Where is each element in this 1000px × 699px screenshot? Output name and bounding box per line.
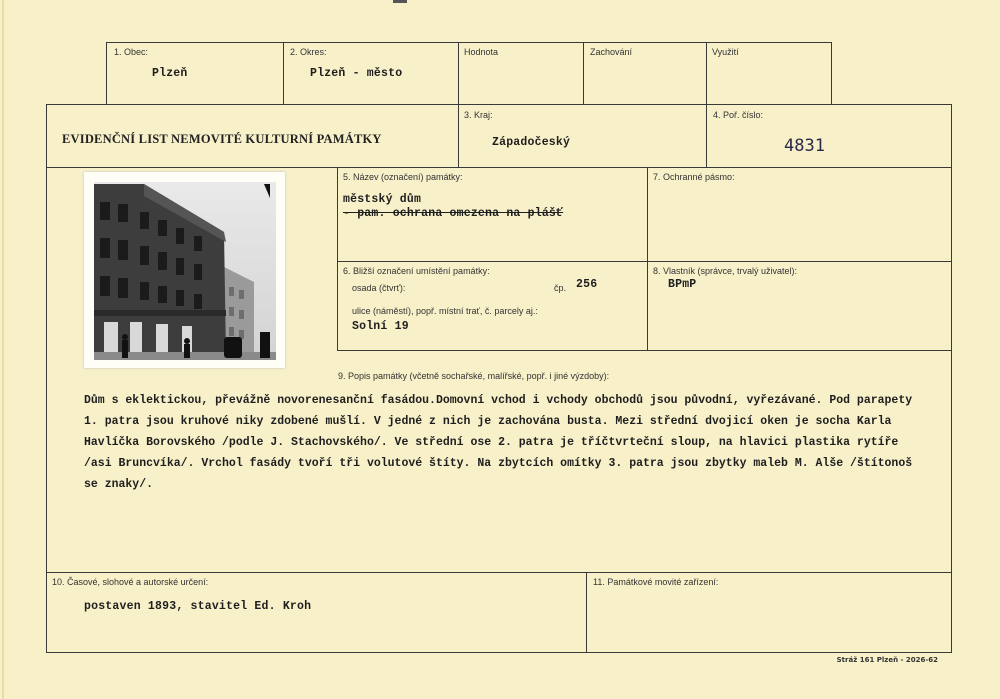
- por-cislo-label: 4. Poř. číslo:: [713, 110, 764, 120]
- popis-label: 9. Popis památky (včetně sochařské, malířské, popř. i jiné výzdoby):: [338, 371, 610, 381]
- top-mark: [393, 0, 407, 3]
- popis-line: Dům s eklektickou, převážně novorenesanční fasádou.Domovní vchod i vchody obchodů jsou původní, vyřezávané. Pod parapety: [84, 394, 913, 407]
- kraj-label: 3. Kraj:: [464, 110, 493, 120]
- building-photo: [84, 172, 285, 368]
- nazev-line2: - pam. ochrana omezena na plášť: [343, 207, 564, 220]
- urceni-label: 10. Časové, slohové a autorské určení:: [52, 577, 209, 587]
- popis-line: 1. patra jsou kruhové niky zdobené mušlí. V jedné z nich je zachována busta. Mezi střední dvojicí oken je socha Karla: [84, 415, 892, 428]
- card-edge: [2, 0, 4, 699]
- cp-value: 256: [576, 278, 598, 291]
- vlastnik-value: BPmP: [668, 278, 697, 291]
- okres-label: 2. Okres:: [290, 47, 327, 57]
- urceni-value: postaven 1893, stavitel Ed. Kroh: [84, 600, 312, 613]
- okres-value: Plzeň - město: [310, 67, 403, 80]
- hodnota-label: Hodnota: [464, 47, 499, 57]
- por-cislo-value: 4831: [784, 136, 825, 156]
- popis-line: Havlíčka Borovského /podle J. Stachovského/. Ve střední ose 2. patra je tříčtvrteční sloup, na hlavici plastika rytíře: [84, 436, 899, 449]
- obec-value: Plzeň: [152, 67, 188, 80]
- popis-line: se znaky/.: [84, 478, 154, 491]
- cp-label: čp.: [554, 283, 567, 293]
- nazev-label: 5. Název (označení) památky:: [343, 172, 463, 182]
- ulice-label: ulice (náměstí), popř. místní trať, č. parcely aj.:: [352, 306, 538, 316]
- kraj-value: Západočeský: [492, 136, 571, 149]
- building-photo-image: [84, 172, 285, 368]
- ochranne-pasmo-label: 7. Ochranné pásmo:: [653, 172, 735, 182]
- popis-text: [84, 390, 944, 495]
- movite-label: 11. Památkové movité zařízení:: [593, 577, 719, 587]
- vyuziti-label: Využití: [712, 47, 739, 57]
- obec-label: 1. Obec:: [114, 47, 149, 57]
- popis-line: /asi Bruncvíka/. Vrchol fasády tvoří tři volutové štíty. Na zbytcích omítky 3. patra jsou zbytky maleb M. Alše /štítonoš: [84, 457, 913, 470]
- print-footer: Stráž 161 Plzeň - 2026-62: [836, 656, 938, 664]
- vlastnik-label: 8. Vlastník (správce, trvalý uživatel):: [653, 266, 798, 276]
- card-title: EVIDENČNÍ LIST NEMOVITÉ KULTURNÍ PAMÁTKY: [62, 132, 382, 146]
- osada-label: osada (čtvrť):: [352, 283, 406, 293]
- umisteni-label: 6. Bližší označení umístění památky:: [343, 266, 490, 276]
- nazev-line1: městský dům: [343, 193, 422, 206]
- ulice-value: Solní 19: [352, 320, 409, 333]
- zachovani-label: Zachování: [590, 47, 633, 57]
